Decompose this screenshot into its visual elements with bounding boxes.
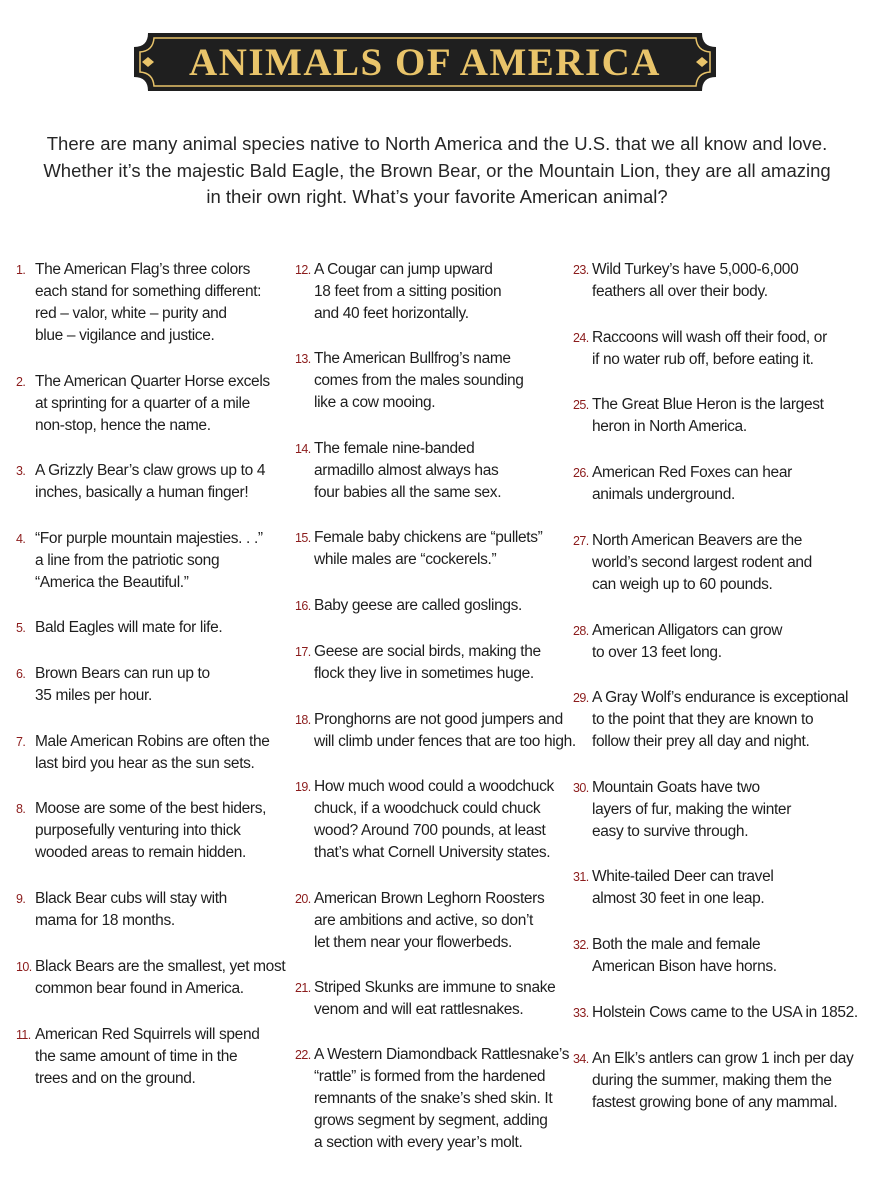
list-item bbox=[295, 527, 542, 571]
item-number: 34. bbox=[573, 1052, 589, 1066]
list-item bbox=[16, 663, 210, 707]
item-text: An Elk’s antlers can grow 1 inch per day during the summer, making them the fastest growing bone of any mammal. bbox=[592, 1050, 854, 1111]
title-banner bbox=[134, 33, 716, 91]
list-item bbox=[573, 934, 777, 978]
item-number: 32. bbox=[573, 938, 589, 952]
list-item bbox=[16, 528, 263, 594]
item-number: 33. bbox=[573, 1006, 589, 1020]
item-number: 8. bbox=[16, 802, 26, 816]
item-number: 11. bbox=[16, 1028, 31, 1042]
item-number: 29. bbox=[573, 691, 589, 705]
item-number: 3. bbox=[16, 464, 26, 478]
list-item bbox=[295, 776, 554, 864]
item-number: 10. bbox=[16, 960, 32, 974]
item-text: Holstein Cows came to the USA in 1852. bbox=[592, 1004, 858, 1021]
list-item bbox=[295, 348, 524, 414]
item-text: A Western Diamondback Rattlesnake’s “rattle” is formed from the hardened remnants of the snake’s shed skin. It grows segment by segment, adding a section with every year’s molt. bbox=[314, 1046, 570, 1151]
item-text: Striped Skunks are immune to snake venom and will eat rattlesnakes. bbox=[314, 979, 556, 1018]
item-number: 12. bbox=[295, 263, 311, 277]
item-number: 4. bbox=[16, 532, 26, 546]
list-item bbox=[16, 888, 227, 932]
item-number: 14. bbox=[295, 442, 311, 456]
item-number: 19. bbox=[295, 780, 311, 794]
list-item bbox=[573, 259, 798, 303]
item-number: 1. bbox=[16, 263, 26, 277]
item-number: 20. bbox=[295, 892, 311, 906]
item-text: Mountain Goats have two layers of fur, making the winter easy to survive through. bbox=[592, 779, 792, 840]
intro-paragraph: There are many animal species native to North America and the U.S. that we all know and love. Whether it’s the majestic Bald Eagle, the Brown Bear, or the Mountain Lion, they are all amazing in their own right. What’s your favorite American animal? bbox=[43, 133, 831, 207]
item-number: 23. bbox=[573, 263, 589, 277]
item-text: The American Quarter Horse excels at sprinting for a quarter of a mile non-stop, hence the name. bbox=[35, 373, 270, 434]
item-number: 9. bbox=[16, 892, 26, 906]
item-text: White-tailed Deer can travel almost 30 feet in one leap. bbox=[592, 868, 774, 907]
item-text: Bald Eagles will mate for life. bbox=[35, 619, 223, 636]
item-text: A Gray Wolf’s endurance is exceptional to the point that they are known to follow their prey all day and night. bbox=[592, 689, 849, 750]
item-text: Both the male and female American Bison have horns. bbox=[592, 936, 777, 975]
item-number: 5. bbox=[16, 621, 26, 635]
list-item bbox=[573, 530, 812, 596]
list-item bbox=[16, 956, 285, 1000]
item-text: Raccoons will wash off their food, or if no water rub off, before eating it. bbox=[592, 329, 827, 368]
list-item bbox=[16, 798, 266, 864]
item-text: Moose are some of the best hiders, purposefully venturing into thick wooded areas to remain hidden. bbox=[35, 800, 267, 861]
item-number: 21. bbox=[295, 981, 311, 995]
list-item bbox=[573, 394, 824, 438]
item-number: 15. bbox=[295, 531, 311, 545]
item-text: Black Bears are the smallest, yet most common bear found in America. bbox=[35, 958, 286, 997]
list-item bbox=[16, 259, 261, 347]
list-item bbox=[573, 327, 827, 371]
list-item bbox=[16, 371, 270, 437]
item-text: “For purple mountain majesties. . .” a line from the patriotic song “America the Beautiful.” bbox=[35, 530, 263, 591]
item-number: 6. bbox=[16, 667, 26, 681]
item-number: 25. bbox=[573, 398, 589, 412]
list-item bbox=[295, 709, 576, 753]
list-item bbox=[573, 1048, 853, 1114]
item-text: American Red Squirrels will spend the same amount of time in the trees and on the ground. bbox=[35, 1026, 260, 1087]
list-item bbox=[573, 1002, 858, 1024]
list-item bbox=[573, 687, 848, 753]
list-item bbox=[573, 866, 773, 910]
item-text: Female baby chickens are “pullets” while males are “cockerels.” bbox=[314, 529, 543, 568]
list-item bbox=[573, 462, 792, 506]
item-text: The American Flag’s three colors each stand for something different: red – valor, white – purity and blue – vigilance and justice. bbox=[35, 261, 262, 344]
item-number: 13. bbox=[295, 352, 311, 366]
list-item bbox=[295, 888, 544, 954]
item-text: The female nine-banded armadillo almost always has four babies all the same sex. bbox=[314, 440, 502, 501]
item-text: Black Bear cubs will stay with mama for 18 months. bbox=[35, 890, 227, 929]
item-text: A Grizzly Bear’s claw grows up to 4 inches, basically a human finger! bbox=[35, 462, 266, 501]
item-number: 16. bbox=[295, 599, 311, 613]
list-item bbox=[295, 595, 522, 617]
item-text: Baby geese are called goslings. bbox=[314, 597, 523, 614]
item-number: 22. bbox=[295, 1048, 311, 1062]
page-title: ANIMALS OF AMERICA bbox=[189, 41, 661, 84]
list-item bbox=[295, 977, 555, 1021]
list-item bbox=[16, 460, 265, 504]
item-text: Pronghorns are not good jumpers and will climb under fences that are too high. bbox=[314, 711, 576, 750]
item-text: North American Beavers are the world’s second largest rodent and can weigh up to 60 pounds. bbox=[592, 532, 812, 593]
item-number: 27. bbox=[573, 534, 589, 548]
item-number: 26. bbox=[573, 466, 589, 480]
list-item bbox=[295, 438, 501, 504]
item-text: American Brown Leghorn Roosters are ambitions and active, so don’t let them near your flowerbeds. bbox=[314, 890, 545, 951]
item-number: 2. bbox=[16, 375, 26, 389]
item-text: Wild Turkey’s have 5,000-6,000 feathers all over their body. bbox=[592, 261, 799, 300]
item-number: 18. bbox=[295, 713, 311, 727]
item-text: Geese are social birds, making the flock they live in sometimes huge. bbox=[314, 643, 541, 682]
list-item bbox=[16, 731, 270, 775]
item-number: 30. bbox=[573, 781, 589, 795]
item-number: 28. bbox=[573, 624, 589, 638]
item-text: The Great Blue Heron is the largest heron in North America. bbox=[592, 396, 824, 435]
item-text: A Cougar can jump upward 18 feet from a sitting position and 40 feet horizontally. bbox=[314, 261, 502, 322]
item-number: 24. bbox=[573, 331, 589, 345]
list-item bbox=[295, 1044, 569, 1154]
list-item bbox=[16, 617, 222, 639]
list-item bbox=[295, 259, 501, 325]
item-text: American Red Foxes can hear animals underground. bbox=[592, 464, 792, 503]
list-item bbox=[16, 1024, 260, 1090]
item-number: 31. bbox=[573, 870, 589, 884]
item-text: Brown Bears can run up to 35 miles per hour. bbox=[35, 665, 210, 704]
item-text: The American Bullfrog’s name comes from the males sounding like a cow mooing. bbox=[314, 350, 524, 411]
list-item bbox=[295, 641, 541, 685]
item-text: How much wood could a woodchuck chuck, if a woodchuck could chuck wood? Around 700 pounds, at least that’s what Cornell University states. bbox=[314, 778, 554, 861]
item-number: 7. bbox=[16, 735, 26, 749]
item-text: Male American Robins are often the last bird you hear as the sun sets. bbox=[35, 733, 270, 772]
item-number: 17. bbox=[295, 645, 311, 659]
item-text: American Alligators can grow to over 13 feet long. bbox=[592, 622, 783, 661]
list-item bbox=[573, 620, 782, 664]
list-item bbox=[573, 777, 791, 843]
